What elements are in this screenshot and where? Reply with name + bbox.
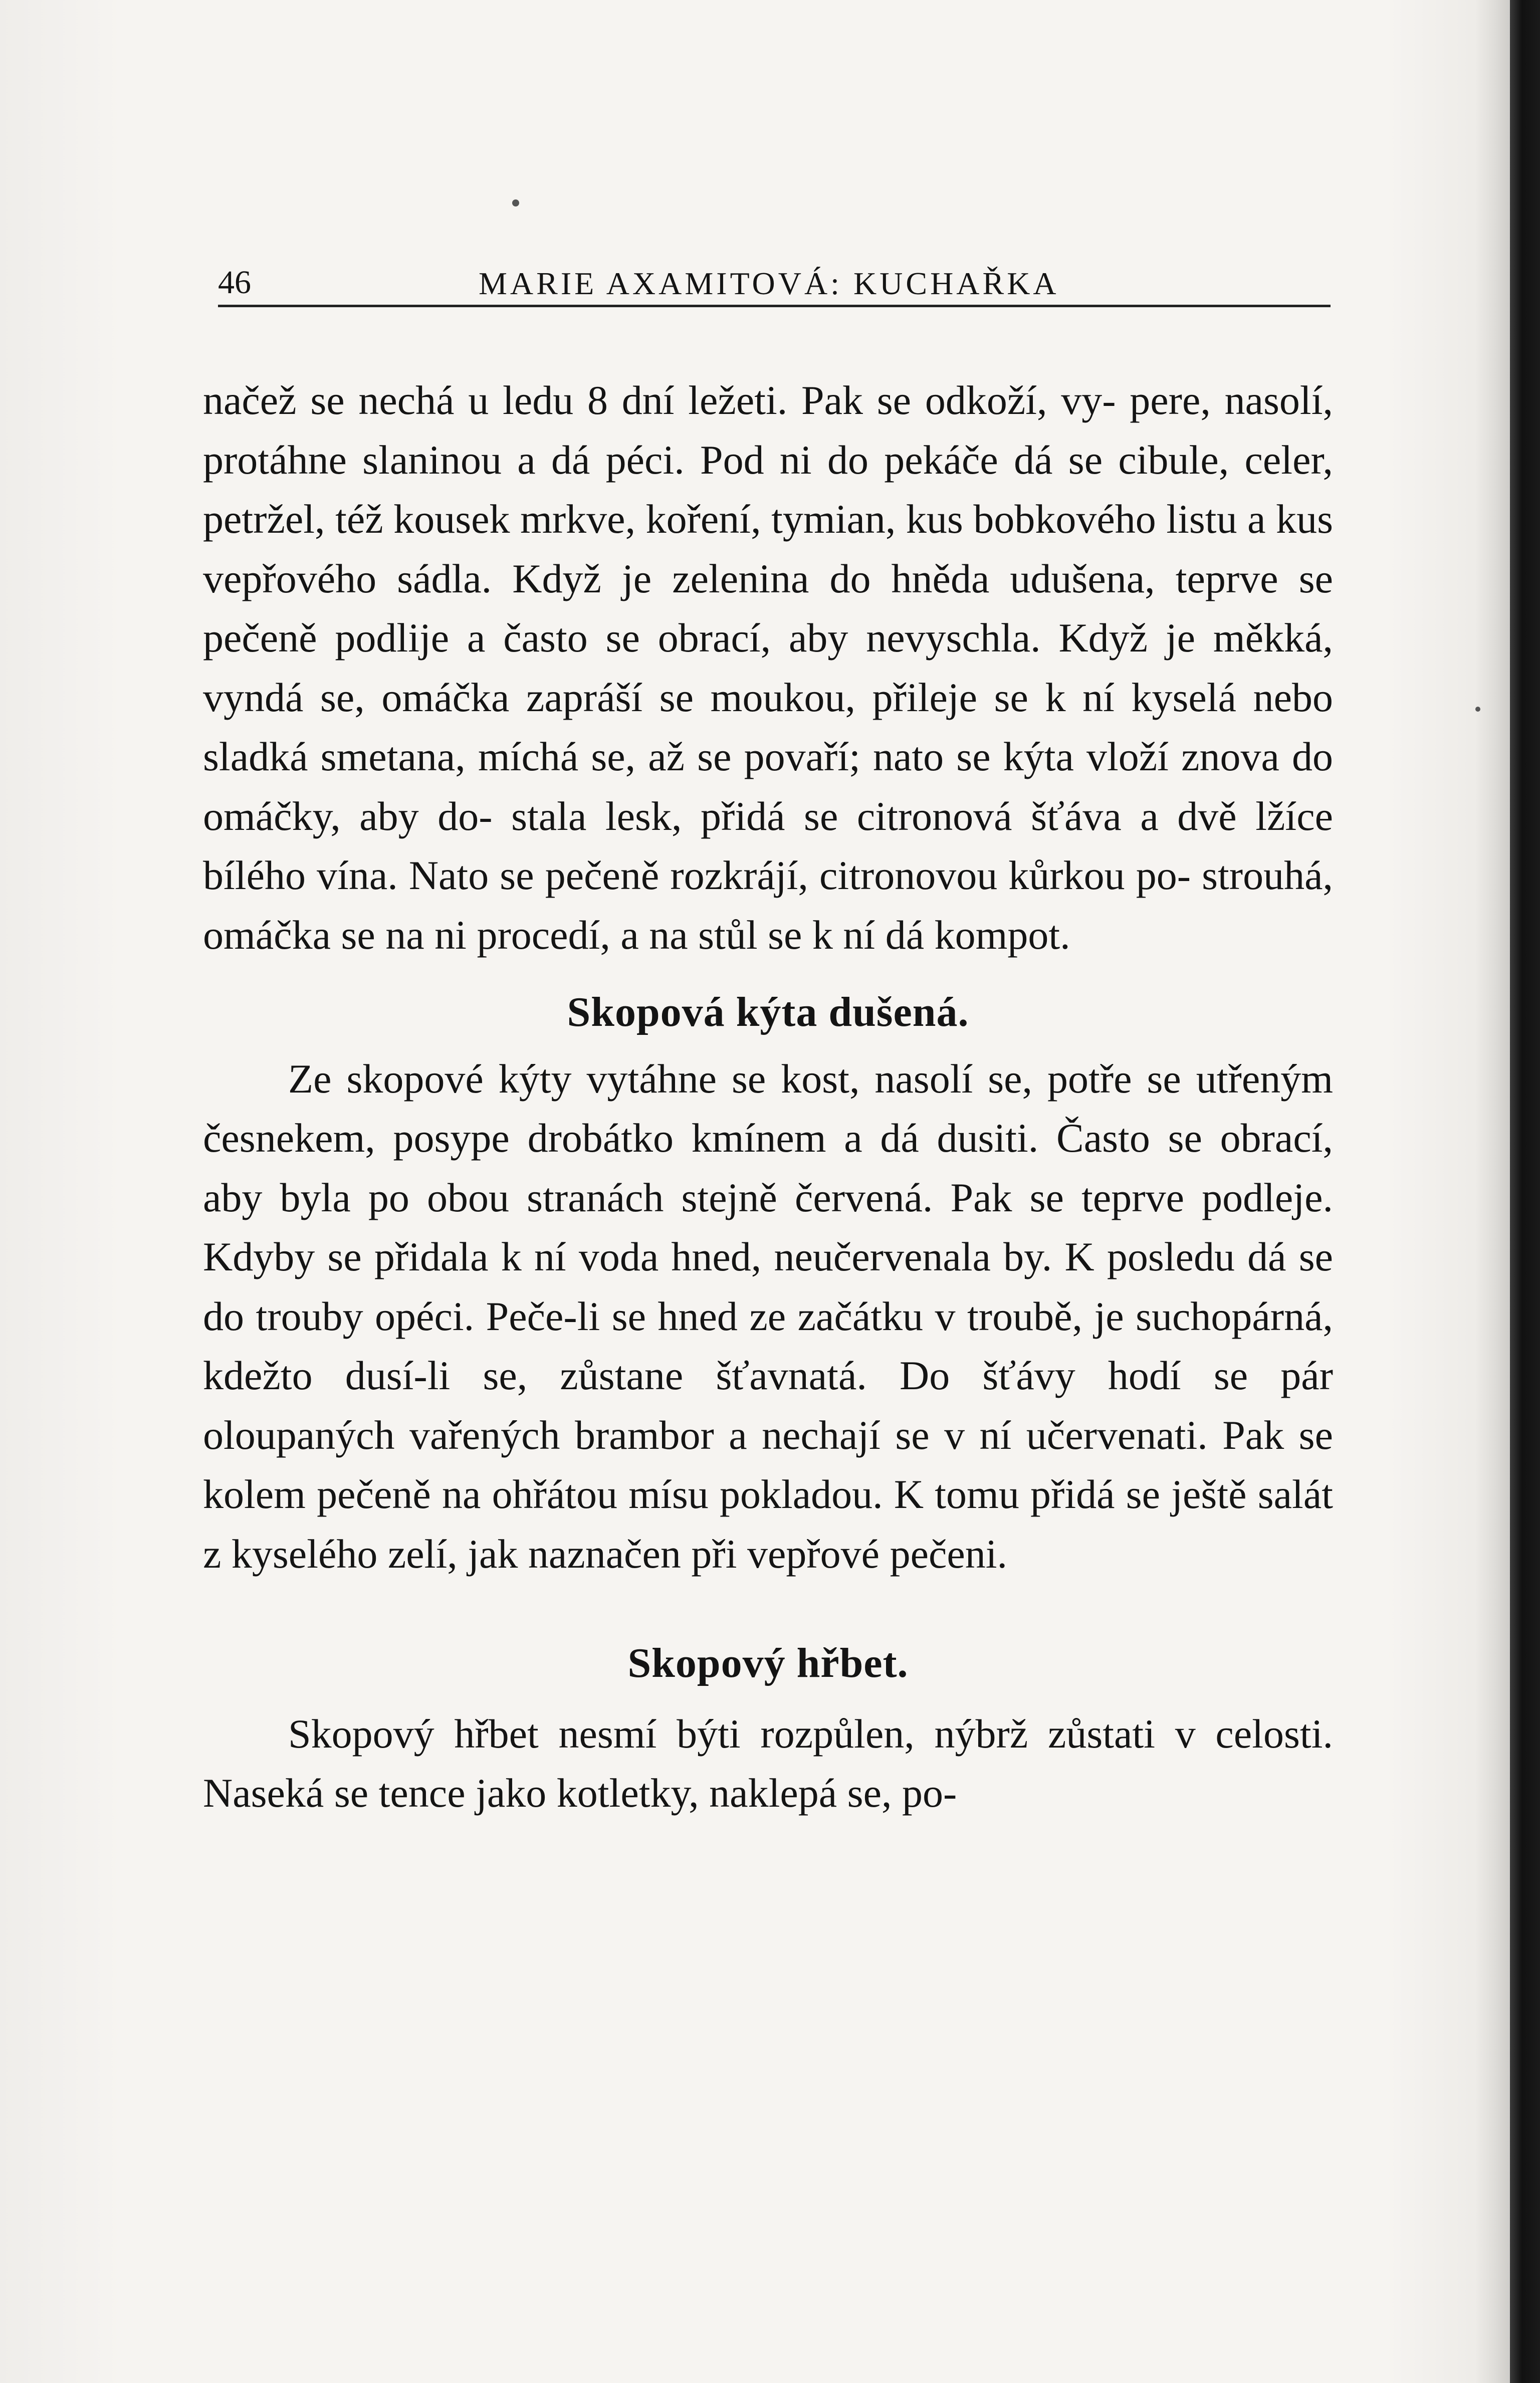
- speck-mark: [512, 199, 519, 206]
- paragraph: Ze skopové kýty vytáhne se kost, nasolí se, potře se utřeným česnekem, posype drobátko kmínem a dá dusiti. Často se obrací, aby byla po obou stranách stejně červená. Pak se teprve podleje. Kdyby se přidala k ní voda hned, neučervenala by. K posledu dá se do trouby opéci. Peče-li se hned ze začátku v troubě, je suchopárná, kdežto dusí-li se, zůstane šťavnatá. Do šťávy hodí se pár oloupaných vařených brambor a nechají se v ní učervenati. Pak se kolem pečeně na ohřátou mísu pokladou. K tomu přidá se ještě salát z kyselého zelí, jak naznačen při vepřové pečeni.: [203, 1055, 1333, 1577]
- section-heading: Skopový hřbet.: [627, 1640, 909, 1686]
- running-head: MARIE AXAMITOVÁ: KUCHAŘKA: [479, 266, 1059, 301]
- section-heading: Skopová kýta dušená.: [567, 989, 969, 1035]
- page-number: 46: [218, 264, 251, 301]
- page-content: [203, 371, 1333, 1823]
- paragraph: načež se nechá u ledu 8 dní ležeti. Pak se odkoží, vy- pere, nasolí, protáhne slaninou a dá péci. Pod ni do pekáče dá se cibule, celer, petržel, též kousek mrkve, koření, tymian, kus bobkového listu a kus vepřového sádla. Když je zelenina do hněda udušena, teprve se pečeně podlije a často se obrací, aby nevyschla. Když je měkká, vyndá se, omáčka zapráší se moukou, přileje se k ní kyselá nebo sladká smetana, míchá se, až se povaří; nato se kýta vloží znova do omáčky, aby do- stala lesk, přidá se citronová šťáva a dvě lžíce bílého vína. Nato se pečeně rozkrájí, citronovou kůrkou po- strouhá, omáčka se na ni procedí, a na stůl se k ní dá kompot.: [203, 377, 1333, 958]
- page-header: [218, 255, 1331, 307]
- binding-edge: [1510, 0, 1540, 2383]
- speck-mark: [1475, 707, 1480, 712]
- paragraph: Skopový hřbet nesmí býti rozpůlen, nýbrž zůstati v celosti. Naseká se tence jako kotletky, naklepá se, po-: [203, 1710, 1333, 1816]
- binding-shadow: [1475, 0, 1510, 2383]
